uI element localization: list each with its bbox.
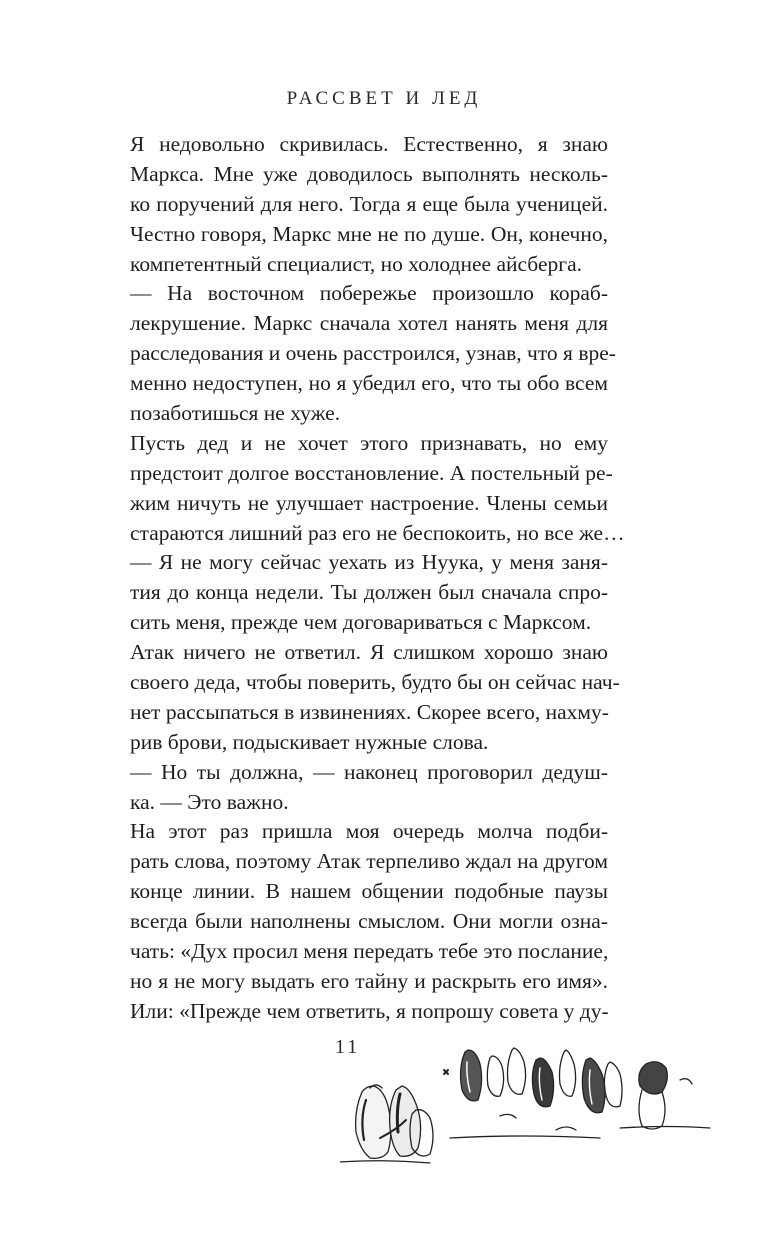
text-line: компетентный специалист, но холоднее айсберга. (130, 251, 582, 276)
text-line: своего деда, чтобы поверить, будто бы он сейчас нач- (130, 670, 620, 695)
page-number: 11 (335, 1036, 361, 1058)
penguin-colony-illustration (340, 1020, 720, 1170)
text-line: жим ничуть не улучшает настроение. Члены семьи (130, 490, 608, 515)
running-title: РАССВЕТ И ЛЕД (286, 88, 482, 109)
text-line: Атак ничего не ответил. Я слишком хорошо знаю (130, 640, 608, 665)
body-text (130, 130, 625, 1027)
text-line: конце линии. В нашем общении подобные паузы (130, 879, 608, 904)
text-line: Маркса. Мне уже доводилось выполнять несколь- (130, 161, 608, 186)
text-line: стараются лишний раз его не беспокоить, но все же… (130, 520, 625, 545)
text-line: ка. — Это важно. (130, 789, 289, 814)
text-line: — Но ты должна, — наконец проговорил дедуш- (130, 759, 608, 784)
text-line: Или: «Прежде чем ответить, я попрошу совета у ду- (130, 998, 609, 1023)
text-line: рив брови, подыскивает нужные слова. (130, 729, 489, 754)
text-line: но я не могу выдать его тайну и раскрыть его имя». (130, 968, 608, 993)
text-line: позаботишься не хуже. (130, 401, 341, 426)
text-line: ко поручений для него. Тогда я еще была ученицей. (130, 191, 608, 216)
text-line: На этот раз пришла моя очередь молча подби- (130, 819, 608, 844)
text-line: лекрушение. Маркс сначала хотел нанять меня для (130, 311, 608, 336)
text-line: Я недовольно скривилась. Естественно, я знаю (130, 132, 608, 156)
text-line: — На восточном побережье произошло кораб- (130, 281, 608, 306)
text-line: сить меня, прежде чем договариваться с Марксом. (130, 610, 592, 635)
text-line: менно недоступен, но я убедил его, что ты обо всем (130, 371, 608, 396)
text-line: Пусть дед и не хочет этого признавать, но ему (130, 430, 608, 455)
text-line: предстоит долгое восстановление. А постельный ре- (130, 460, 613, 485)
text-line: рать слова, поэтому Атак терпеливо ждал на другом (130, 849, 608, 874)
text-line: всегда были наполнены смыслом. Они могли озна- (130, 909, 608, 934)
text-line: тия до конца недели. Ты должен был сначала спро- (130, 580, 608, 605)
text-line: — Я не могу сейчас уехать из Нуука, у меня заня- (130, 550, 608, 575)
text-line: нет рассыпаться в извинениях. Скорее всего, нахму- (130, 699, 609, 724)
text-line: чать: «Дух просил меня передать тебе это послание, (130, 939, 609, 964)
text-line: расследования и очень расстроился, узнав, что я вре- (130, 341, 616, 366)
text-line: Честно говоря, Маркс мне не по душе. Он, конечно, (130, 221, 608, 246)
